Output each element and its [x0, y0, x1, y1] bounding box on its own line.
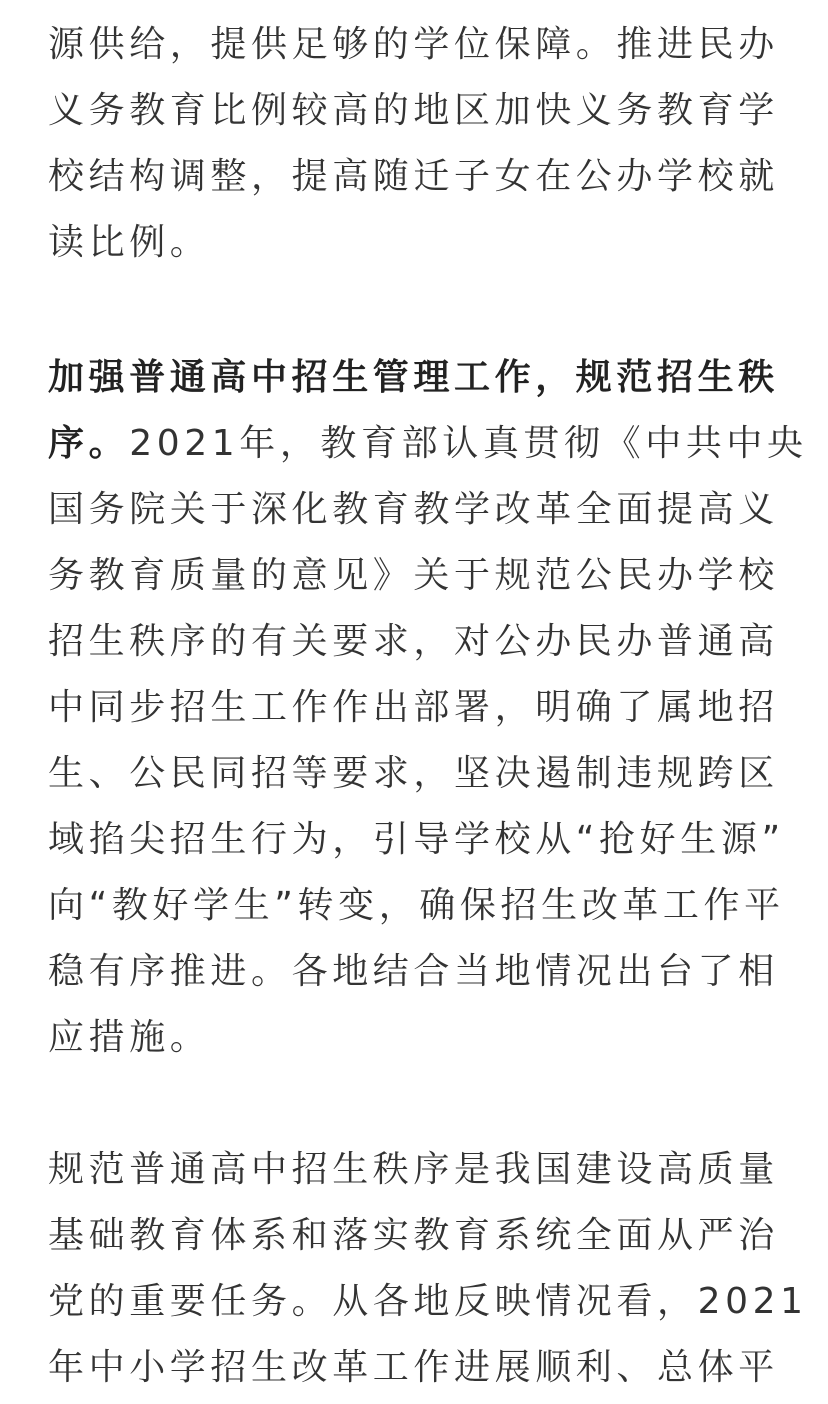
body-text: 生、公民同招等要求，坚决遏制违规跨区	[48, 753, 779, 794]
bold-heading-text: 加强普通高中招生管理工作，规范招生秩	[48, 357, 779, 398]
body-text: 域掐尖招生行为，引导学校从“抢好生源”	[48, 819, 785, 860]
body-text: 读比例。	[48, 222, 211, 263]
text-line	[48, 210, 808, 276]
body-text: 应措施。	[48, 1017, 211, 1058]
body-text: 规范普通高中招生秩序是我国建设高质量	[48, 1149, 779, 1190]
body-text: 源供给，提供足够的学位保障。推进民办	[48, 24, 779, 65]
body-text: 基础教育体系和落实教育系统全面从严治	[48, 1215, 779, 1256]
body-text: 义务教育比例较高的地区加快义务教育学	[48, 90, 779, 131]
text-line	[48, 411, 808, 477]
text-line	[48, 345, 808, 411]
paragraph-2	[48, 345, 808, 1071]
body-text: 向“教好学生”转变，确保招生改革工作平	[48, 885, 785, 926]
text-line	[48, 477, 808, 543]
text-line	[48, 609, 808, 675]
body-text: 国务院关于深化教育教学改革全面提高义	[48, 489, 779, 530]
text-line	[48, 144, 808, 210]
body-text: 校结构调整，提高随迁子女在公办学校就	[48, 156, 779, 197]
text-line	[48, 543, 808, 609]
body-text: 中同步招生工作作出部署，明确了属地招	[48, 687, 779, 728]
text-line	[48, 1335, 808, 1401]
body-text: 务教育质量的意见》关于规范公民办学校	[48, 555, 779, 596]
text-line	[48, 741, 808, 807]
body-text: 招生秩序的有关要求，对公办民办普通高	[48, 621, 779, 662]
text-line	[48, 807, 808, 873]
paragraph-1	[48, 12, 808, 276]
text-line	[48, 939, 808, 1005]
text-line	[48, 1005, 808, 1071]
text-line	[48, 12, 808, 78]
paragraph-3	[48, 1137, 808, 1401]
body-text: 稳有序推进。各地结合当地情况出台了相	[48, 951, 779, 992]
text-line	[48, 675, 808, 741]
text-line	[48, 1269, 808, 1335]
text-line	[48, 1137, 808, 1203]
text-line	[48, 78, 808, 144]
bold-heading-text: 序。	[48, 423, 130, 464]
body-text: 党的重要任务。从各地反映情况看，2021	[48, 1281, 808, 1322]
body-text: 2021年，教育部认真贯彻《中共中央	[129, 423, 808, 464]
body-text: 年中小学招生改革工作进展顺利、总体平	[48, 1347, 779, 1388]
text-line	[48, 873, 808, 939]
text-line	[48, 1203, 808, 1269]
